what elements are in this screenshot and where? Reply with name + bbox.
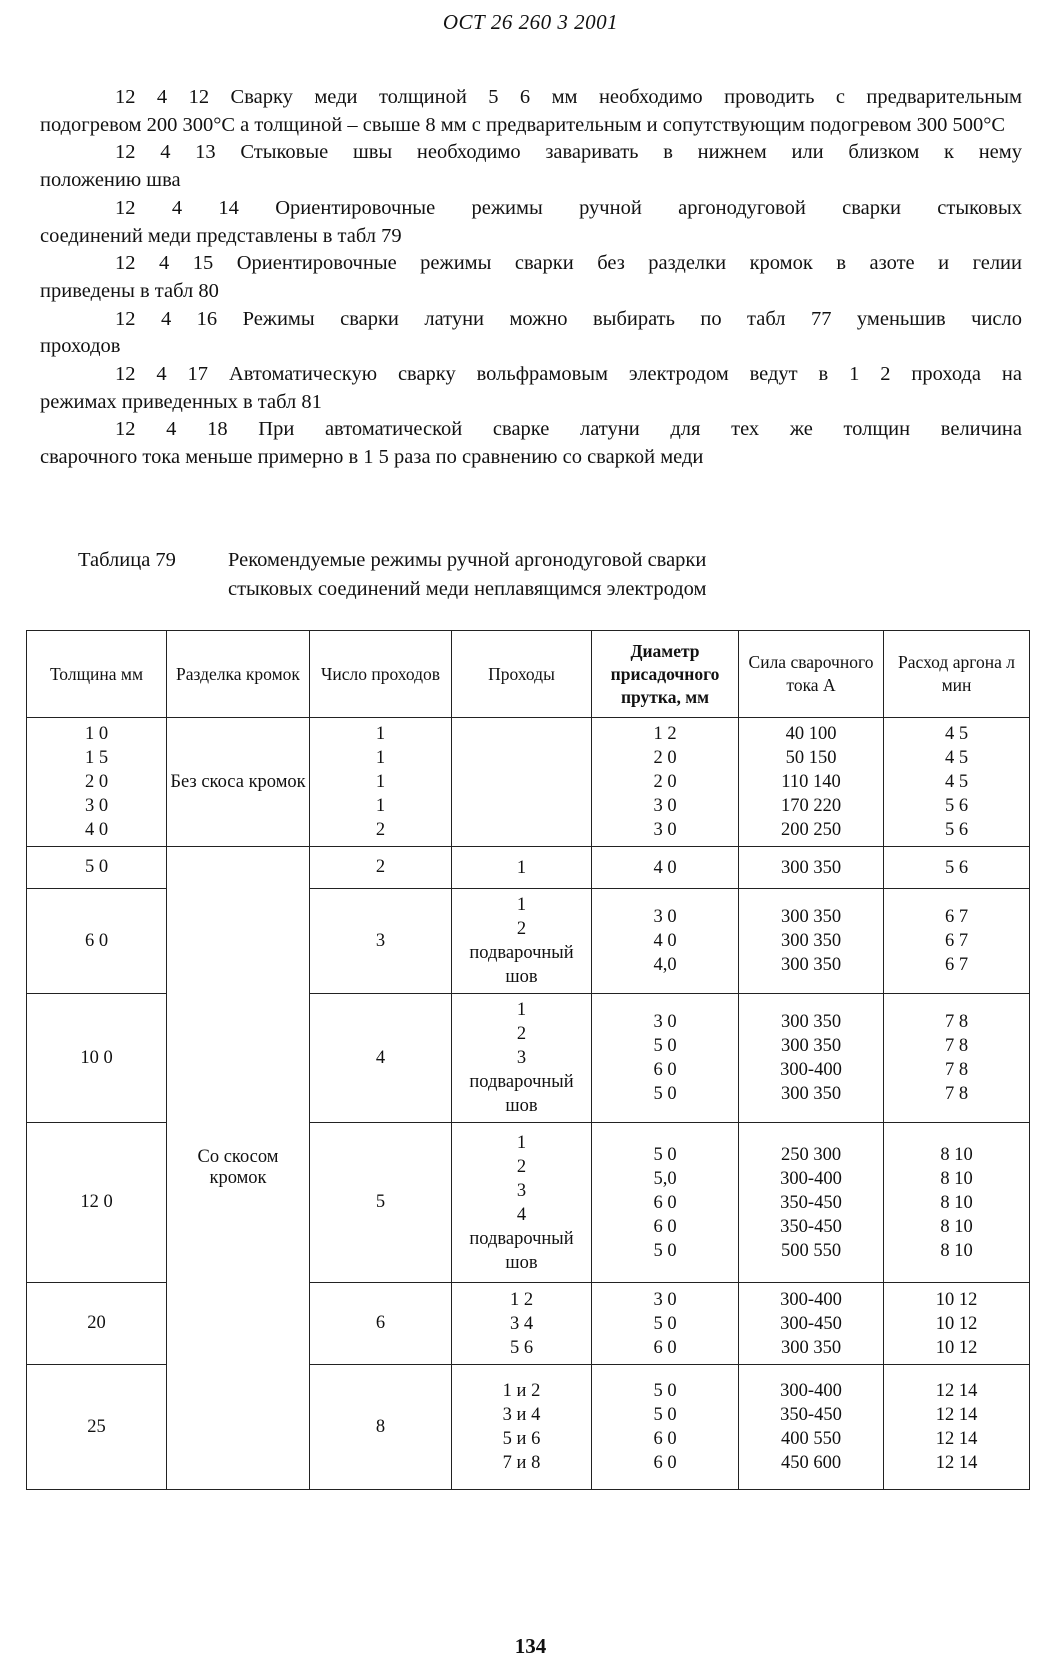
- cell-passes-value: 4: [516, 1204, 527, 1225]
- paragraph: [40, 250, 1022, 305]
- paragraph-rest: режимах приведенных в табл 81: [40, 390, 322, 413]
- cell-current-value: 500 550: [780, 1240, 842, 1261]
- cell-passes-value: 1 и 2: [502, 1381, 541, 1401]
- page-header: ОСТ 26 260 3 2001: [442, 10, 619, 34]
- cell-diameter-value: 5 0: [653, 1240, 677, 1261]
- header-thickness: Толщина мм: [27, 631, 167, 718]
- cell-argon: [884, 847, 1030, 889]
- cell-pass-count-value: 3: [375, 930, 386, 951]
- cell-thickness-value: 6 0: [84, 930, 109, 951]
- cell-passes-value: 5 и 6: [502, 1429, 541, 1449]
- cell-thickness-value: 20: [87, 1313, 106, 1333]
- table-caption-label: Таблица 79: [78, 549, 176, 571]
- cell-thickness-value: 2 0: [84, 772, 109, 792]
- cell-diameter-value: 5 0: [653, 1036, 677, 1056]
- cell-argon-value: 10 12: [935, 1289, 978, 1310]
- cell-diameter-value: 2 0: [653, 772, 677, 792]
- paragraph-rest: подогревом 200 300°С а толщиной – свыше 8 мм с предварительным и сопутствующим подогревом 300 500°С: [40, 113, 1006, 136]
- cell-passes-value: 2: [516, 1024, 527, 1044]
- paragraph-rest: положению шва: [40, 169, 181, 192]
- cell-thickness: [27, 847, 167, 889]
- cell-diameter: [592, 889, 739, 994]
- cell-passes-value: подварочный шов: [469, 943, 574, 987]
- cell-pass-count: [310, 994, 452, 1123]
- cell-pass-count-value: 6: [375, 1313, 386, 1333]
- cell-argon-value: 7 8: [944, 1012, 969, 1032]
- cell-current-value: 400 550: [780, 1429, 842, 1449]
- cell-argon-value: 6 7: [944, 907, 969, 927]
- cell-current-value: 300 350: [780, 857, 842, 878]
- paragraph: [40, 416, 1022, 471]
- cell-diameter-value: 1 2: [653, 724, 677, 744]
- cell-passes-value: 3: [516, 1180, 527, 1201]
- cell-current-value: 350-450: [780, 1405, 842, 1425]
- cell-diameter-value: 4 0: [653, 857, 677, 878]
- cell-argon-value: 8 10: [940, 1168, 973, 1189]
- paragraph-first-line: 12 4 12 Сварку меди толщиной 5 6 мм необходимо проводить с предварительным: [115, 86, 1022, 108]
- cell-argon-value: 8 10: [940, 1144, 973, 1165]
- cell-current: [739, 847, 884, 889]
- cell-passes-value: 3: [516, 1048, 527, 1068]
- cell-diameter-value: 3 0: [653, 820, 677, 840]
- cell-current-value: 170 220: [780, 796, 842, 816]
- cell-pass-count: [310, 1283, 452, 1365]
- paragraph-first-line: 12 4 14 Ориентировочные режимы ручной аргонодуговой сварки стыковых: [115, 196, 1022, 219]
- cell-diameter-value: 5 0: [653, 1313, 677, 1334]
- cell-current-value: 300-450: [780, 1313, 842, 1334]
- cell-current: [739, 1283, 884, 1365]
- paragraph: [40, 139, 1022, 194]
- cell-diameter-value: 4 0: [653, 931, 677, 951]
- cell-current-value: 300 350: [780, 1084, 842, 1104]
- cell-diameter-value: 5 0: [653, 1381, 677, 1401]
- cell-argon: [884, 1365, 1030, 1490]
- cell-diameter-value: 5 0: [653, 1084, 677, 1104]
- cell-argon: [884, 1123, 1030, 1283]
- cell-current-value: 300 350: [780, 1036, 842, 1056]
- cell-argon-value: 8 10: [940, 1240, 973, 1261]
- cell-current-value: 350-450: [780, 1192, 842, 1213]
- cell-diameter-value: 3 0: [653, 796, 677, 816]
- cell-diameter: [592, 1283, 739, 1365]
- cell-pass-count-value: 2: [375, 857, 386, 877]
- cell-passes-value: 3 4: [509, 1313, 534, 1334]
- cell-argon: [884, 1283, 1030, 1365]
- paragraph: [40, 195, 1022, 250]
- cell-current-value: 40 100: [785, 724, 837, 744]
- cell-passes: [452, 718, 592, 847]
- cell-passes-value: 5 6: [509, 1337, 534, 1358]
- cell-passes-value: 2: [516, 1156, 527, 1177]
- cell-argon: [884, 718, 1030, 847]
- cell-edge-prep-value: Со скосом кромок: [197, 1147, 279, 1188]
- cell-thickness: [27, 994, 167, 1123]
- welding-modes-table: [26, 630, 1030, 1490]
- table-row: [27, 847, 1030, 889]
- cell-current-value: 200 250: [780, 820, 842, 840]
- cell-current-value: 300 350: [780, 1012, 842, 1032]
- cell-passes-value: 1: [516, 1000, 527, 1020]
- cell-pass-count: [310, 1365, 452, 1490]
- cell-passes-value: подварочный шов: [469, 1228, 574, 1273]
- cell-pass-count: [310, 1123, 452, 1283]
- table-caption-line2: стыковых соединений меди неплавящимся электродом: [228, 578, 707, 600]
- cell-argon-value: 6 7: [944, 955, 969, 975]
- cell-diameter-value: 5,0: [653, 1168, 677, 1189]
- cell-argon-value: 7 8: [944, 1036, 969, 1056]
- cell-argon: [884, 889, 1030, 994]
- cell-thickness: [27, 718, 167, 847]
- table-header-row: [27, 631, 1030, 718]
- cell-argon-value: 5 6: [944, 820, 969, 840]
- cell-argon-value: 10 12: [935, 1337, 978, 1358]
- cell-passes: [452, 994, 592, 1123]
- cell-passes-value: подварочный шов: [469, 1072, 574, 1116]
- cell-argon-value: 12 14: [935, 1429, 978, 1449]
- cell-argon-value: 12 14: [935, 1453, 978, 1473]
- cell-current-value: 350-450: [780, 1216, 842, 1237]
- cell-passes: [452, 847, 592, 889]
- cell-edge-prep-value: Без скоса кромок: [170, 771, 306, 792]
- cell-argon-value: 5 6: [944, 796, 969, 816]
- cell-current: [739, 889, 884, 994]
- cell-diameter-value: 3 0: [653, 1012, 677, 1032]
- cell-argon-value: 7 8: [944, 1084, 969, 1104]
- cell-pass-count: [310, 718, 452, 847]
- cell-pass-count-value: 1: [375, 796, 386, 816]
- cell-diameter-value: 6 0: [653, 1429, 677, 1449]
- cell-thickness-value: 10 0: [80, 1047, 113, 1068]
- paragraph-first-line: 12 4 16 Режимы сварки латуни можно выбирать по табл 77 уменьшив число: [115, 307, 1022, 330]
- paragraph-first-line: 12 4 15 Ориентировочные режимы сварки без разделки кромок в азоте и гелии: [115, 252, 1022, 275]
- cell-pass-count-value: 1: [375, 772, 386, 792]
- cell-pass-count-value: 2: [375, 820, 386, 840]
- paragraph: [40, 361, 1022, 416]
- cell-current: [739, 994, 884, 1123]
- cell-current-value: 50 150: [785, 748, 837, 768]
- cell-argon-value: 6 7: [944, 931, 969, 951]
- cell-current-value: 250 300: [780, 1144, 842, 1165]
- header-argon-flow: Расход аргона л мин: [884, 631, 1030, 718]
- cell-passes-value: 1: [516, 857, 527, 878]
- cell-current: [739, 1365, 884, 1490]
- page-number: 134: [514, 1634, 547, 1658]
- header-filler-diameter: Диаметр присадочного прутка, мм: [592, 631, 739, 718]
- cell-thickness-value: 1 5: [84, 748, 109, 768]
- cell-diameter: [592, 1123, 739, 1283]
- cell-thickness-value: 4 0: [84, 820, 109, 840]
- cell-diameter: [592, 994, 739, 1123]
- cell-current-value: 110 140: [781, 772, 841, 792]
- cell-passes: [452, 1283, 592, 1365]
- cell-argon-value: 7 8: [944, 1060, 969, 1080]
- cell-pass-count: [310, 889, 452, 994]
- cell-argon-value: 12 14: [935, 1405, 978, 1425]
- cell-edge-prep: [167, 718, 310, 847]
- cell-diameter-value: 6 0: [653, 1337, 677, 1358]
- cell-current-value: 300 350: [780, 931, 842, 951]
- table-row: [27, 718, 1030, 847]
- cell-argon-value: 8 10: [940, 1192, 973, 1213]
- cell-current-value: 300 350: [780, 907, 842, 927]
- cell-thickness: [27, 1123, 167, 1283]
- cell-pass-count: [310, 847, 452, 889]
- paragraph-first-line: 12 4 17 Автоматическую сварку вольфрамовым электродом ведут в 1 2 прохода на: [115, 363, 1022, 386]
- paragraph-rest: проходов: [40, 335, 121, 358]
- cell-argon-value: 4 5: [944, 772, 969, 792]
- cell-pass-count-value: 5: [375, 1192, 386, 1212]
- cell-argon: [884, 994, 1030, 1123]
- paragraph: [40, 84, 1022, 139]
- cell-argon-value: 5 6: [944, 857, 969, 878]
- cell-diameter-value: 6 0: [653, 1453, 677, 1473]
- body-text: [40, 84, 1022, 472]
- cell-diameter-value: 5 0: [653, 1144, 677, 1165]
- cell-pass-count-value: 8: [375, 1416, 386, 1437]
- cell-passes-value: 1 2: [509, 1289, 534, 1310]
- header-edge-prep: Разделка кромок: [167, 631, 310, 718]
- paragraph: [40, 306, 1022, 361]
- cell-thickness: [27, 889, 167, 994]
- cell-current-value: 300-400: [780, 1289, 842, 1310]
- cell-passes-value: 2: [516, 919, 527, 939]
- paragraph-first-line: 12 4 18 При автоматической сварке латуни для тех же толщин величина: [115, 418, 1022, 441]
- cell-current: [739, 1123, 884, 1283]
- cell-diameter-value: 6 0: [653, 1192, 677, 1213]
- cell-passes-value: 3 и 4: [502, 1405, 541, 1425]
- cell-thickness-value: 25: [87, 1416, 106, 1437]
- cell-passes: [452, 1365, 592, 1490]
- cell-current-value: 300-400: [780, 1060, 842, 1080]
- cell-passes: [452, 889, 592, 994]
- cell-diameter-value: 6 0: [653, 1060, 677, 1080]
- cell-diameter-value: 3 0: [653, 1289, 677, 1310]
- cell-passes-value: 7 и 8: [502, 1453, 541, 1473]
- cell-thickness-value: 3 0: [84, 796, 109, 816]
- cell-diameter-value: 6 0: [653, 1216, 677, 1237]
- header-pass-count: Число проходов: [310, 631, 452, 718]
- cell-argon-value: 4 5: [944, 724, 969, 744]
- cell-diameter: [592, 1365, 739, 1490]
- cell-current-value: 300 350: [780, 1337, 842, 1358]
- cell-argon-value: 12 14: [935, 1381, 978, 1401]
- cell-thickness-value: 12 0: [80, 1192, 113, 1212]
- cell-diameter-value: 5 0: [653, 1405, 677, 1425]
- header-passes: Проходы: [452, 631, 592, 718]
- cell-passes-value: 1: [516, 1132, 527, 1153]
- cell-diameter: [592, 847, 739, 889]
- cell-diameter-value: 3 0: [653, 907, 677, 927]
- cell-pass-count-value: 1: [375, 748, 386, 768]
- cell-current-value: 300 350: [780, 955, 842, 975]
- cell-diameter: [592, 718, 739, 847]
- paragraph-first-line: 12 4 13 Стыковые швы необходимо заваривать в нижнем или близком к нему: [115, 141, 1022, 164]
- cell-argon-value: 8 10: [940, 1216, 973, 1237]
- cell-diameter-value: 2 0: [653, 748, 677, 768]
- cell-current-value: 300-400: [780, 1381, 842, 1401]
- cell-passes: [452, 1123, 592, 1283]
- cell-pass-count-value: 4: [375, 1047, 386, 1068]
- cell-current-value: 450 600: [780, 1453, 842, 1473]
- cell-diameter-value: 4,0: [653, 955, 677, 975]
- cell-current: [739, 718, 884, 847]
- cell-thickness-value: 5 0: [84, 857, 109, 877]
- cell-edge-prep: [167, 847, 310, 1490]
- cell-thickness: [27, 1283, 167, 1365]
- cell-argon-value: 10 12: [935, 1313, 978, 1334]
- cell-thickness-value: 1 0: [84, 724, 109, 744]
- cell-argon-value: 4 5: [944, 748, 969, 768]
- cell-pass-count-value: 1: [375, 724, 386, 744]
- cell-current-value: 300-400: [780, 1168, 842, 1189]
- paragraph-rest: соединений меди представлены в табл 79: [40, 224, 402, 247]
- table-caption-line1: Рекомендуемые режимы ручной аргонодуговой сварки: [228, 549, 707, 571]
- cell-thickness: [27, 1365, 167, 1490]
- header-current: Сила сварочного тока А: [739, 631, 884, 718]
- table-caption: [78, 546, 978, 604]
- paragraph-rest: приведены в табл 80: [40, 279, 219, 302]
- paragraph-rest: сварочного тока меньше примерно в 1 5 раза по сравнению со сваркой меди: [40, 446, 704, 469]
- cell-passes-value: 1: [516, 895, 527, 915]
